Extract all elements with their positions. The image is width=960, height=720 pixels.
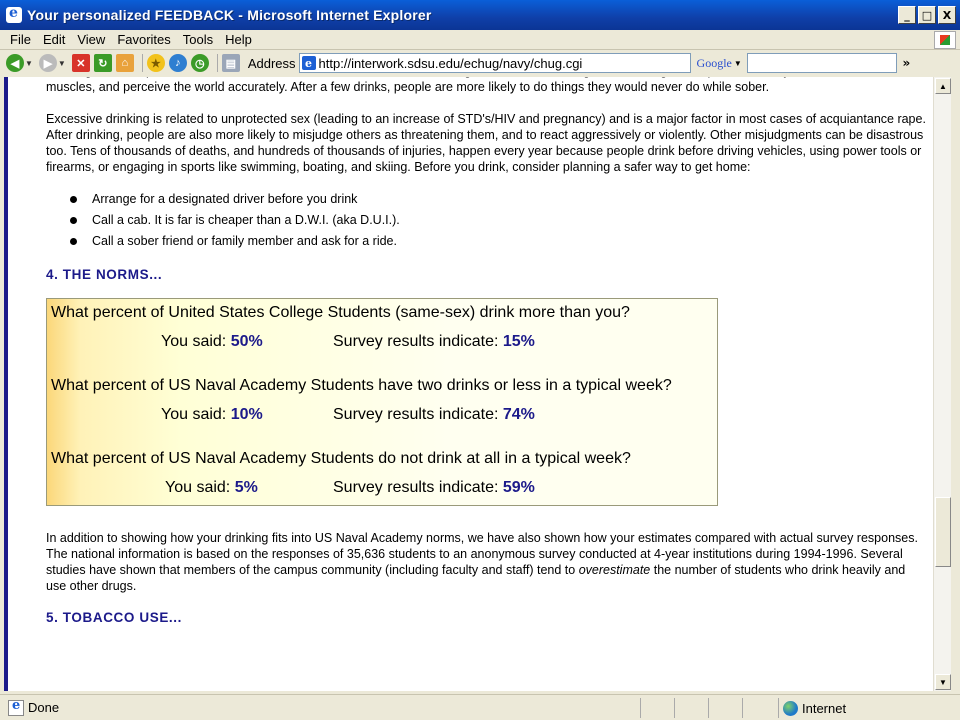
menu-favorites[interactable]: Favorites <box>117 32 171 47</box>
section-heading-norms: 4. THE NORMS... <box>46 267 163 282</box>
survey-value: 74% <box>502 406 535 423</box>
window-controls <box>898 6 956 24</box>
close-button[interactable]: X <box>938 6 956 24</box>
toolbar-separator <box>142 54 143 72</box>
ie-icon <box>6 7 22 23</box>
security-zone <box>778 698 846 718</box>
you-said-label: You said: <box>161 406 231 423</box>
scroll-thumb[interactable] <box>935 497 951 567</box>
scroll-up-icon[interactable]: ▲ <box>935 78 951 94</box>
status-panel <box>640 698 674 718</box>
you-said-value: 5% <box>234 479 258 496</box>
forward-icon[interactable]: ▶ <box>39 54 57 72</box>
status-panel <box>674 698 708 718</box>
home-icon[interactable]: ⌂ <box>116 54 134 72</box>
status-bar <box>0 694 960 720</box>
list-item: Call a cab. It is far is cheaper than a D.W.I. (aka D.U.I.). <box>70 212 926 228</box>
menu-tools[interactable]: Tools <box>182 32 214 47</box>
toolbar <box>0 51 960 75</box>
survey-value: 15% <box>502 333 535 350</box>
you-said-label: You said: <box>161 333 231 350</box>
forward-dropdown-icon[interactable]: ▼ <box>57 58 66 68</box>
you-said-value: 50% <box>230 333 263 350</box>
norms-answer-row <box>51 405 713 425</box>
google-search-input[interactable] <box>747 53 897 73</box>
status-panel <box>708 698 742 718</box>
page-icon: e <box>302 56 316 70</box>
zone-text: Internet <box>802 700 847 716</box>
status-panels <box>640 698 776 718</box>
stop-icon[interactable]: ✕ <box>72 54 90 72</box>
survey-label: Survey results indicate: <box>333 406 503 423</box>
window-title: Your personalized FEEDBACK - Microsoft Internet Explorer <box>27 7 432 23</box>
norms-question: What percent of US Naval Academy Students have two drinks or less in a typical week? <box>51 377 672 394</box>
status-panel <box>742 698 776 718</box>
refresh-icon[interactable]: ↻ <box>94 54 112 72</box>
google-toolbar-logo[interactable] <box>697 53 743 73</box>
status-text: Done <box>28 700 60 715</box>
web-page <box>8 77 933 691</box>
back-dropdown-icon[interactable]: ▼ <box>25 58 33 68</box>
paragraph-text: the number of students who drink heavily and use other drugs. <box>46 563 906 593</box>
norms-question: What percent of US Naval Academy Students do not drink at all in a typical week? <box>51 450 631 467</box>
history-icon[interactable]: ◷ <box>191 54 209 72</box>
page-content <box>46 77 926 641</box>
safe-ride-list <box>46 191 926 249</box>
list-item: Arrange for a designated driver before you drink <box>70 191 926 207</box>
scroll-down-icon[interactable]: ▼ <box>935 674 951 690</box>
minimize-button[interactable]: _ <box>898 6 916 24</box>
google-dropdown-icon[interactable]: ▼ <box>733 58 742 68</box>
address-label: Address <box>247 55 296 71</box>
address-url[interactable]: http://interwork.sdsu.edu/echug/navy/chug.cgi <box>318 55 583 71</box>
paragraph-norms-explanation <box>46 530 926 594</box>
paragraph-excessive-drinking: Excessive drinking is related to unprotected sex (leading to an increase of STD's/HIV and pregnancy) and is a major factor in most cases of acquiantance rape. After drinking, people are also more likely to misjudge others as threatening them, and to react aggressively or violently. Other misjudgments can be disastrous too. Tens of thousands of deaths, and hundreds of thousands of injuries, happen every year because people drink before driving vehicles, using power tools or firearms, or engaging in sports like swimming, boating, and skiing. Before you drink, consider planning a safer way to get home: <box>46 112 926 174</box>
toolbar-separator <box>217 54 218 72</box>
vertical-scrollbar[interactable] <box>933 77 951 691</box>
page-status-icon <box>8 700 24 716</box>
norms-answer-row <box>51 332 713 352</box>
survey-value: 59% <box>502 479 535 496</box>
print-icon[interactable]: ▤ <box>222 54 240 72</box>
survey-label: Survey results indicate: <box>333 479 503 496</box>
you-said-value: 10% <box>230 406 263 423</box>
menu-view[interactable]: View <box>77 32 106 47</box>
globe-icon <box>783 701 798 716</box>
back-icon[interactable]: ◀ <box>6 54 24 72</box>
survey-label: Survey results indicate: <box>333 333 503 350</box>
section-heading-tobacco: 5. TOBACCO USE... <box>46 610 182 625</box>
favorites-star-icon[interactable]: ★ <box>147 54 165 72</box>
norms-box <box>46 298 718 506</box>
menu-bar <box>0 30 960 50</box>
maximize-button[interactable]: □ <box>918 6 936 24</box>
list-item: Call a sober friend or family member and ask for a ride. <box>70 233 926 249</box>
you-said-label: You said: <box>165 479 235 496</box>
media-icon[interactable]: ♪ <box>169 54 187 72</box>
paragraph-text: In addition to showing how your drinking fits into US Naval Academy norms, we have also shown how your estimates compared with actual survey responses. The national information is based on the responses of 35,636 students to an anonymous survey conducted at 4-year institutions during 1994-1996. Several studies have shown that members of the campus community (including faculty and staff) tend to <box>46 531 918 577</box>
windows-logo-icon <box>934 31 956 49</box>
emphasis-text: overestimate <box>578 563 651 577</box>
menu-file[interactable]: File <box>10 32 31 47</box>
address-bar[interactable] <box>299 53 691 73</box>
title-bar <box>0 0 960 30</box>
toolbar-more-chevron[interactable]: » <box>902 56 911 70</box>
browser-viewport <box>0 77 933 691</box>
menu-edit[interactable]: Edit <box>42 32 66 47</box>
menu-help[interactable]: Help <box>225 32 252 47</box>
norms-question: What percent of United States College Students (same-sex) drink more than you? <box>51 304 630 321</box>
paragraph-alcohol-control: muscles, and perceive the world accurately. After a few drinks, people are more likely to do things they would never do while sober. <box>46 80 770 94</box>
google-logo-text: Google <box>696 55 732 70</box>
window-right-edge <box>951 77 960 691</box>
norms-answer-row <box>51 478 713 498</box>
